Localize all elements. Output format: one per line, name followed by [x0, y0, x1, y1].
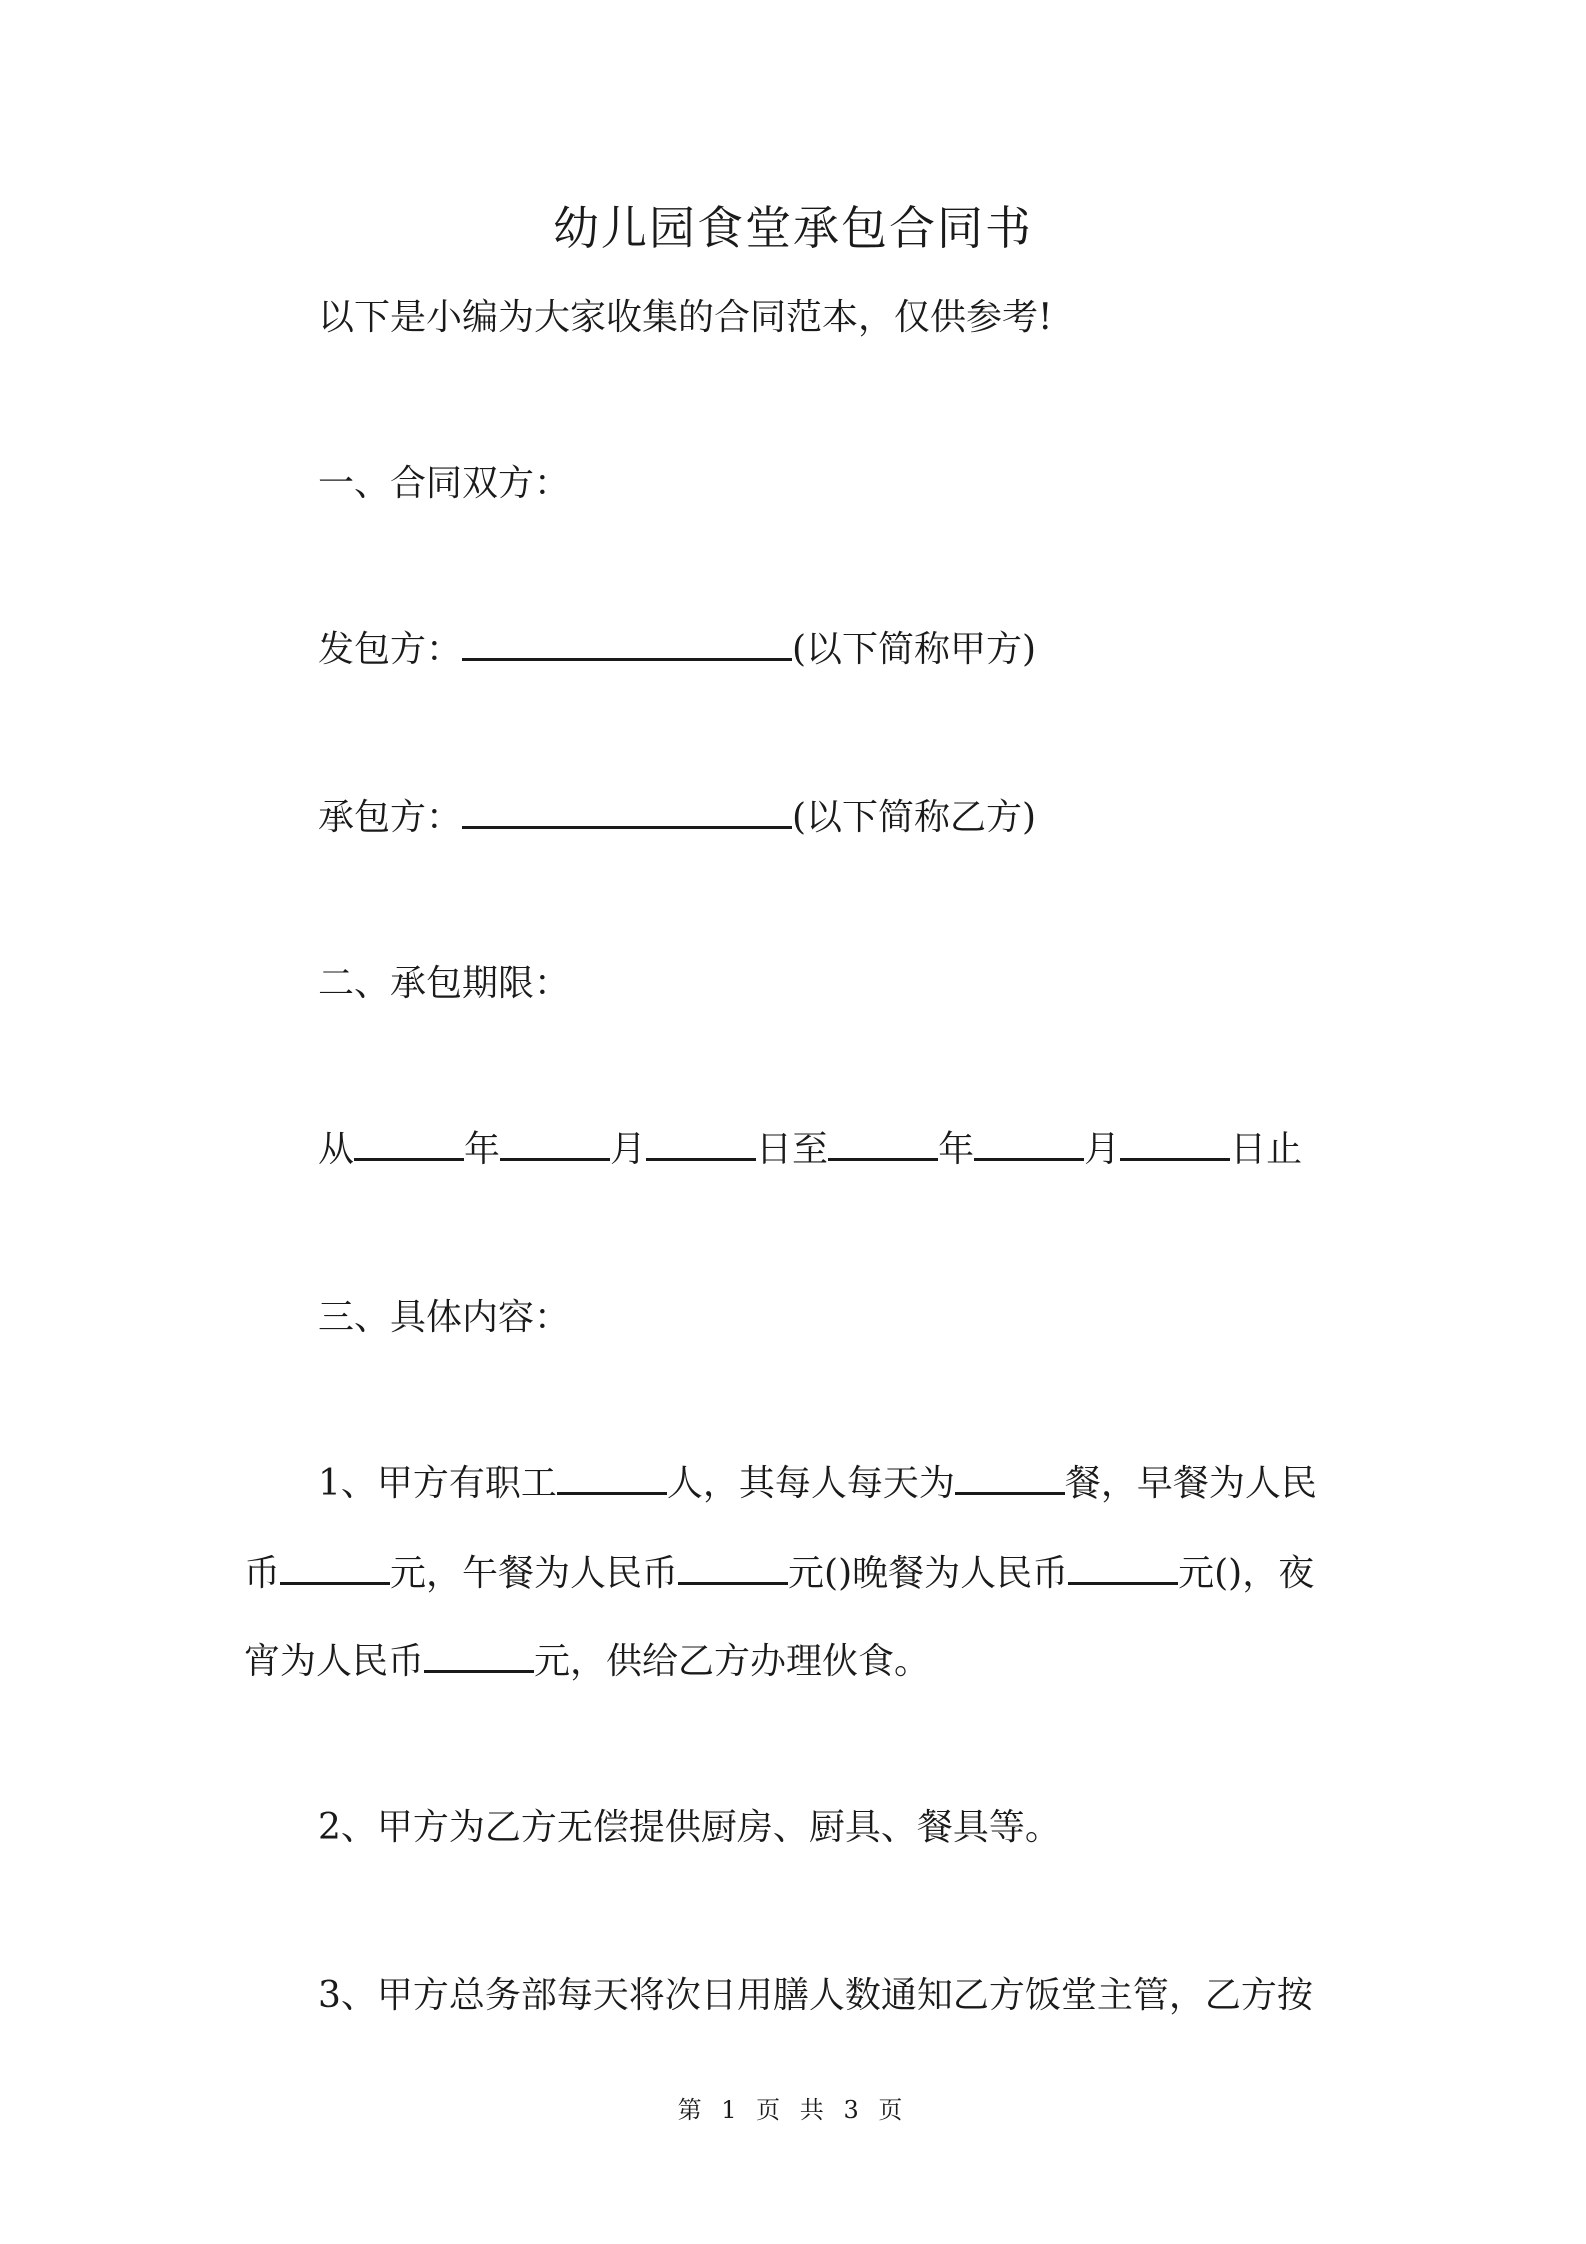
item-1-text-e: 元，午餐为人民币: [390, 1553, 679, 1594]
end-day-blank: [1120, 1126, 1230, 1161]
period-from: 从: [318, 1129, 355, 1170]
start-month-blank: [500, 1126, 610, 1161]
end-month-blank: [974, 1126, 1084, 1161]
item-1-text-f: 元()晚餐为人民币: [788, 1553, 1069, 1594]
intro-line: 以下是小编为大家收集的合同范本，仅供参考!: [318, 297, 1053, 338]
end-year-blank: [828, 1126, 938, 1161]
lunch-price-blank: [678, 1550, 788, 1585]
section-3-heading: 三、具体内容：: [318, 1297, 571, 1338]
period-end: 日止: [1230, 1129, 1303, 1170]
item-1-text-i: 元，供给乙方办理伙食。: [534, 1641, 931, 1682]
period-line: [318, 1126, 1302, 1174]
period-year-1: 年: [464, 1129, 501, 1170]
item-1-text-b: 人，其每人每天为: [666, 1463, 955, 1504]
document-title: 幼儿园食堂承包合同书: [553, 201, 1033, 255]
item-1-text-a: 1、甲方有职工: [318, 1463, 557, 1504]
party-a-line: [318, 626, 1036, 674]
party-a-label: 发包方：: [318, 629, 463, 670]
dinner-price-blank: [1068, 1550, 1178, 1585]
party-a-note: (以下简称甲方): [792, 629, 1037, 670]
section-1-heading: 一、合同双方：: [318, 463, 571, 504]
start-day-blank: [646, 1126, 756, 1161]
item-1-text-d: 币: [244, 1553, 281, 1594]
start-year-blank: [354, 1126, 464, 1161]
item-1-line-2: [244, 1550, 1314, 1598]
meal-count-blank: [955, 1460, 1065, 1495]
item-1-text-h: 宵为人民币: [244, 1641, 425, 1682]
section-2-heading: 二、承包期限：: [318, 963, 571, 1004]
period-day-to: 日至: [756, 1129, 829, 1170]
item-1-text-c: 餐，早餐为人民: [1064, 1463, 1317, 1504]
party-a-blank: [462, 626, 792, 661]
period-month-1: 月: [610, 1129, 647, 1170]
item-1-line-1: [318, 1460, 1317, 1508]
breakfast-price-blank: [280, 1550, 390, 1585]
party-b-line: [318, 794, 1036, 842]
item-3-line: 3、甲方总务部每天将次日用膳人数通知乙方饭堂主管，乙方按: [318, 1975, 1313, 2016]
supper-price-blank: [424, 1638, 534, 1673]
period-month-2: 月: [1084, 1129, 1121, 1170]
page-footer: 第 1 页 共 3 页: [677, 2096, 909, 2124]
period-year-2: 年: [938, 1129, 975, 1170]
item-1-text-g: 元()，夜: [1178, 1553, 1315, 1594]
party-b-label: 承包方：: [318, 797, 463, 838]
item-1-line-3: [244, 1638, 930, 1686]
party-b-note: (以下简称乙方): [792, 797, 1037, 838]
item-2-line: 2、甲方为乙方无偿提供厨房、厨具、餐具等。: [318, 1807, 1061, 1848]
party-b-blank: [462, 794, 792, 829]
staff-count-blank: [557, 1460, 667, 1495]
